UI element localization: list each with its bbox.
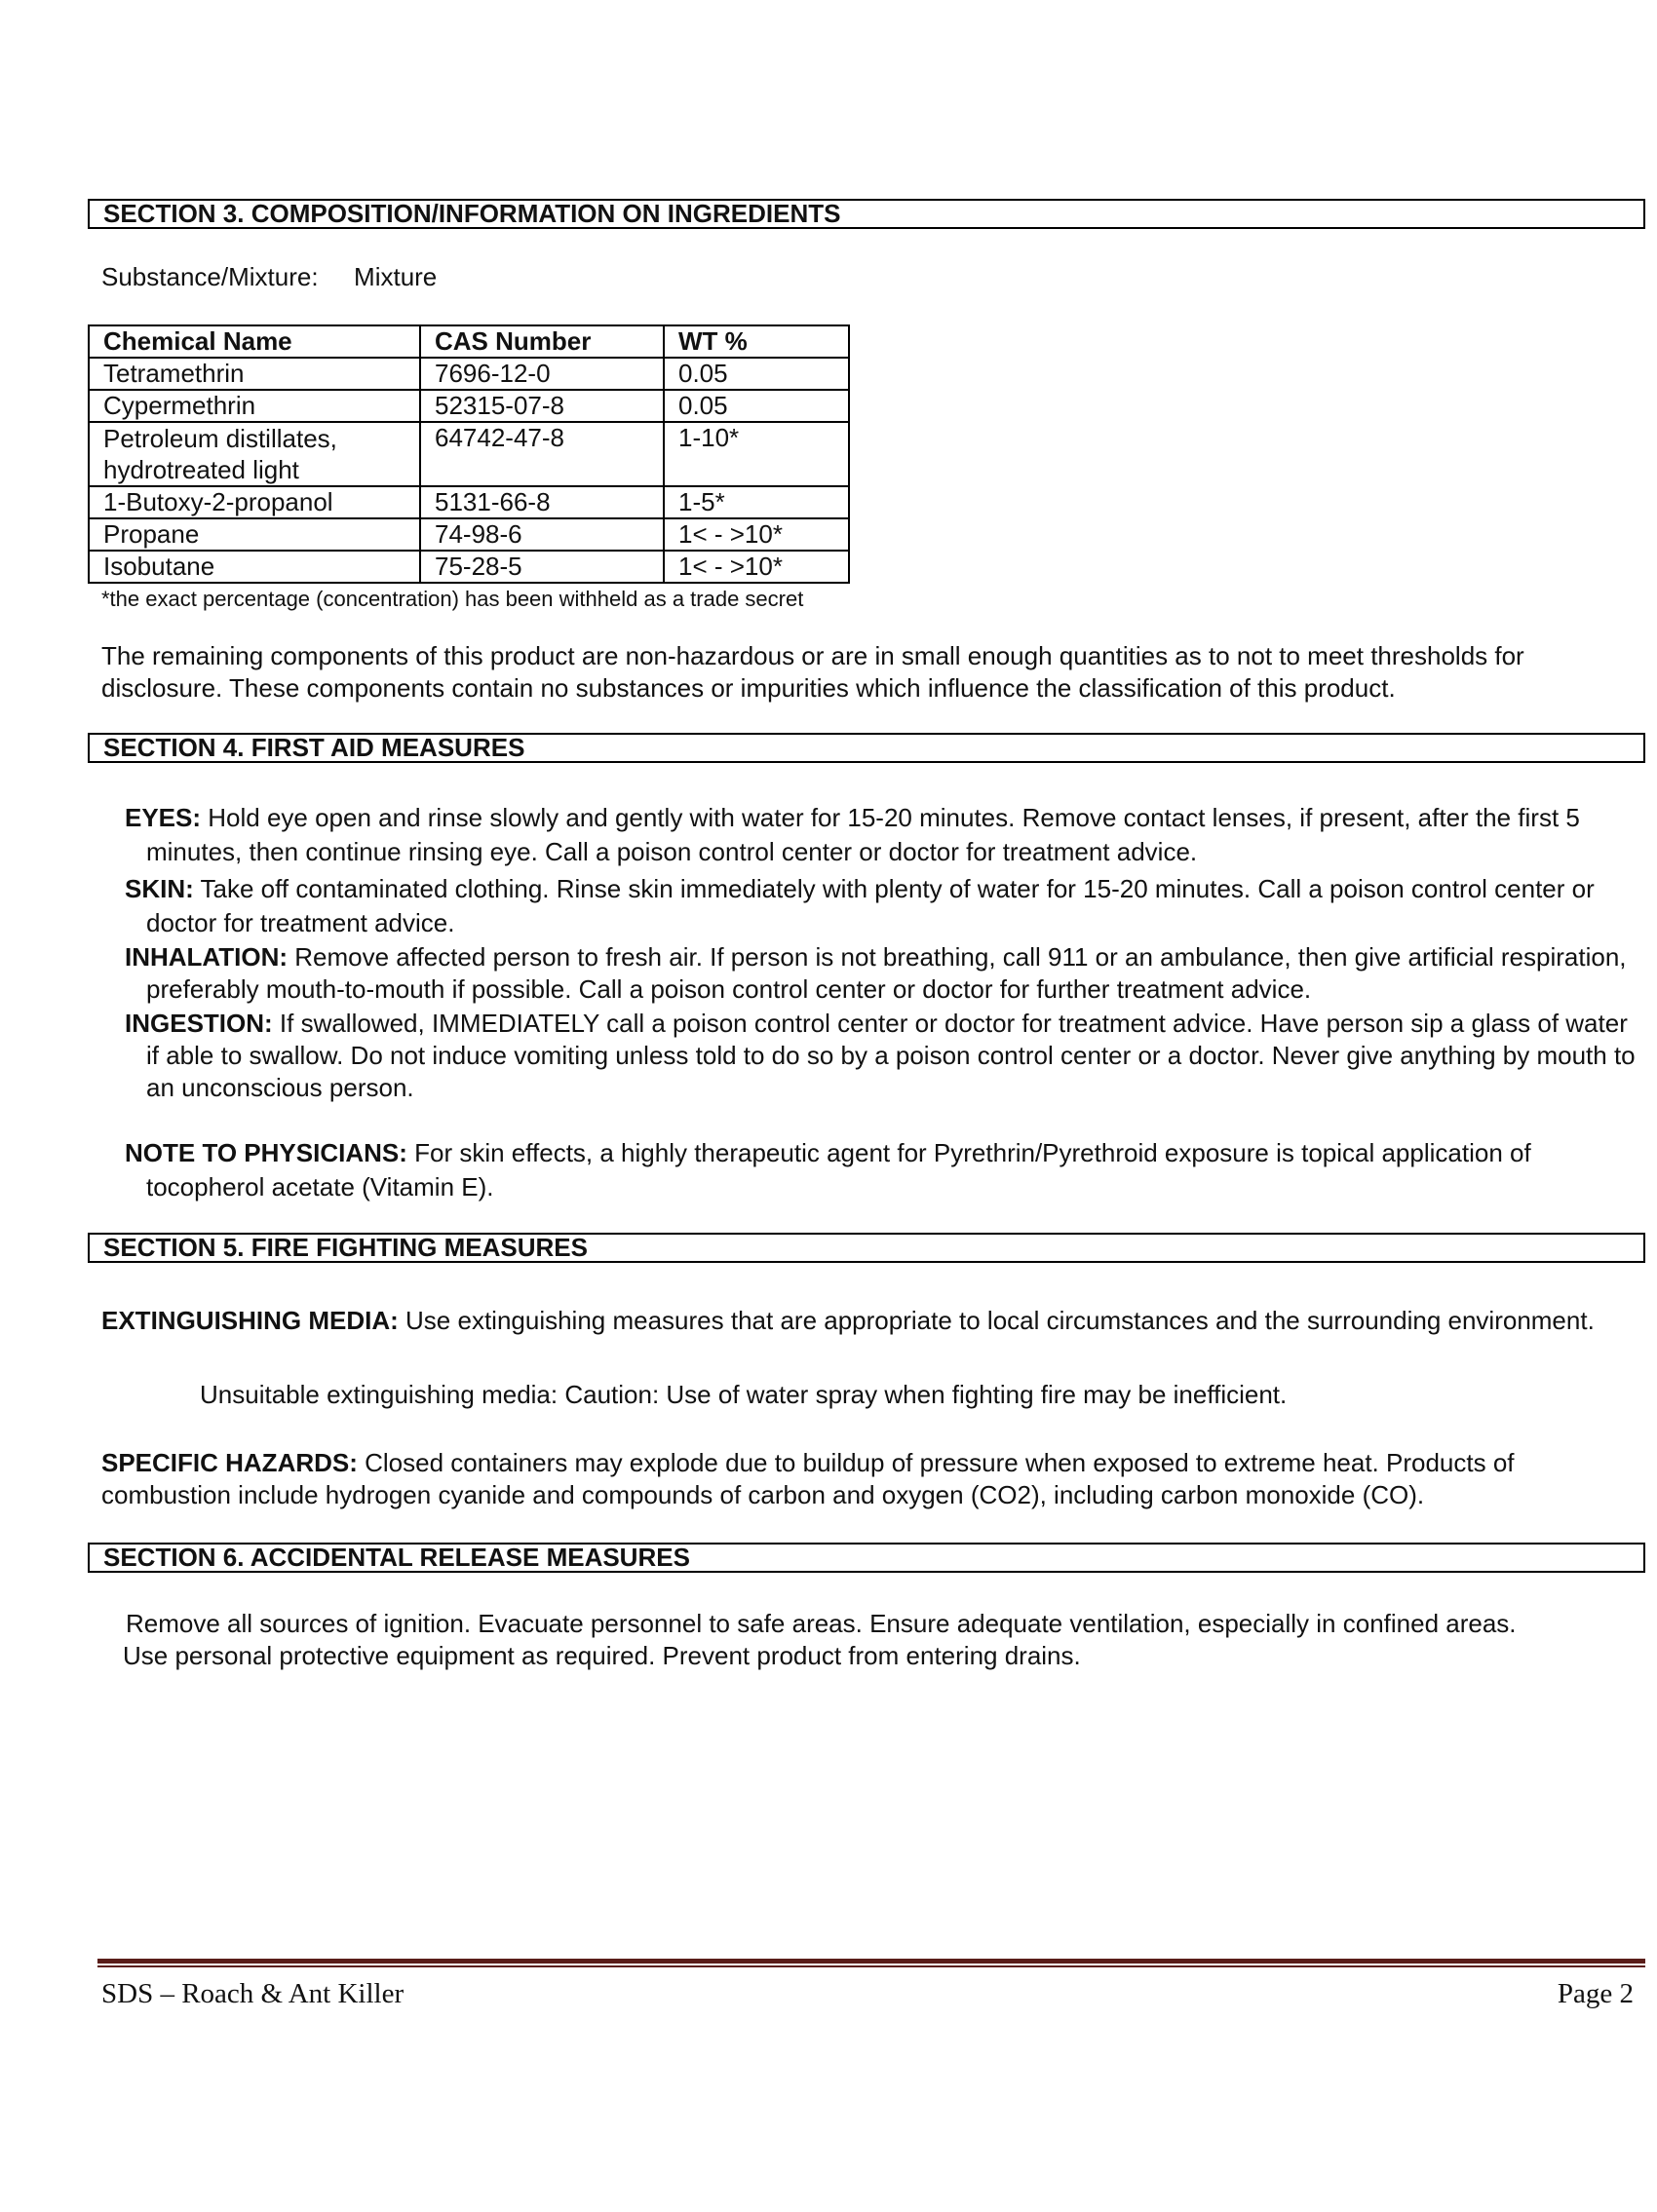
wt-cell: 1-5* [664,486,849,518]
first-aid-ingestion [125,1008,1647,1104]
specific-hazards-text: Closed containers may explode due to buildup of pressure when exposed to extreme heat. Products of combustion include hydrogen cyanide and compounds of carbon and oxygen (CO2), including carbon monoxide (CO). [101,1448,1515,1509]
inhalation-label: INHALATION: [125,942,289,972]
chemical-name-cell: Propane [89,518,420,551]
footer-rule-thin [97,1965,1645,1967]
remaining-components-text: The remaining components of this product are non-hazardous or are in small enough quantities as to not to meet thresholds for disclosure. These components contain no substances or impurities which influence the classification of this product. [101,641,1524,703]
accidental-release-text: Remove all sources of ignition. Evacuate personnel to safe areas. Ensure adequate ventilation, especially in confined areas. Use personal protective equipment as required. Prevent product from entering drains. [123,1609,1517,1670]
extinguishing-media-text: Use extinguishing measures that are appropriate to local circumstances and the surrounding environment. [398,1306,1595,1335]
chemical-name-cell: 1-Butoxy-2-propanol [89,486,420,518]
table-header-row [89,325,849,358]
table-row [89,518,849,551]
wt-cell: 1< - >10* [664,551,849,583]
unsuitable-media: Unsuitable extinguishing media: Caution: Use of water spray when fighting fire may be inefficient. [200,1380,1288,1409]
cas-number-cell: 7696-12-0 [420,358,664,390]
substance-line [101,261,437,293]
table-row [89,390,849,422]
ingestion-text: If swallowed, IMMEDIATELY call a poison control center or doctor for treatment advice. Have person sip a glass of water if able to swallow. Do not induce vomiting unless told to do so by a poison control center or a doctor. Never give anything by mouth to an unconscious person. [146,1009,1636,1102]
chemical-name-cell: Tetramethrin [89,358,420,390]
inhalation-text: Remove affected person to fresh air. If person is not breathing, call 911 or an ambulance, then give artificial respiration, preferably mouth-to-mouth if possible. Call a poison control center or doctor for further treatment advice. [146,942,1627,1004]
specific-hazards-label: SPECIFIC HAZARDS: [101,1448,358,1477]
extinguishing-media [101,1302,1638,1339]
skin-label: SKIN: [125,874,194,903]
table-row [89,551,849,583]
cas-number-cell: 64742-47-8 [420,422,664,486]
chemical-name-cell: Cypermethrin [89,390,420,422]
trade-secret-footnote: *the exact percentage (concentration) has been withheld as a trade secret [101,587,804,611]
section-6-header: SECTION 6. ACCIDENTAL RELEASE MEASURES [88,1543,1645,1573]
section-3-header: SECTION 3. COMPOSITION/INFORMATION ON INGREDIENTS [88,199,1645,229]
first-aid-inhalation [125,941,1647,1006]
cas-number-cell: 52315-07-8 [420,390,664,422]
column-header-chemical-name: Chemical Name [89,325,420,358]
first-aid-skin [125,872,1647,940]
ingestion-label: INGESTION: [125,1009,273,1038]
footer-doc-title: SDS – Roach & Ant Killer [101,1978,405,2009]
eyes-label: EYES: [125,803,202,832]
note-to-physicians [125,1136,1647,1204]
table-row [89,486,849,518]
skin-text: Take off contaminated clothing. Rinse skin immediately with plenty of water for 15-20 minutes. Call a poison control center or doctor for treatment advice. [146,874,1595,937]
extinguishing-media-label: EXTINGUISHING MEDIA: [101,1306,399,1335]
column-header-cas-number: CAS Number [420,325,664,358]
specific-hazards [101,1447,1638,1511]
ingredients-table [88,324,850,584]
eyes-text: Hold eye open and rinse slowly and gently with water for 15-20 minutes. Remove contact lenses, if present, after the first 5 minutes, then continue rinsing eye. Call a poison control center or doctor for treatment advice. [146,803,1580,866]
substance-value: Mixture [354,262,438,291]
cas-number-cell: 75-28-5 [420,551,664,583]
cas-number-cell: 74-98-6 [420,518,664,551]
wt-cell: 0.05 [664,390,849,422]
section-4-header: SECTION 4. FIRST AID MEASURES [88,733,1645,763]
chemical-name-cell: Petroleum distillates, hydrotreated light [89,422,420,486]
note-text: For skin effects, a highly therapeutic agent for Pyrethrin/Pyrethroid exposure is topical application of tocopherol acetate (Vitamin E). [146,1138,1531,1201]
footer-rule [97,1959,1645,1964]
wt-cell: 1-10* [664,422,849,486]
table-row [89,358,849,390]
column-header-wt: WT % [664,325,849,358]
first-aid-eyes [125,801,1647,869]
wt-cell: 0.05 [664,358,849,390]
note-label: NOTE TO PHYSICIANS: [125,1138,407,1167]
table-row [89,422,849,486]
wt-cell: 1< - >10* [664,518,849,551]
cas-number-cell: 5131-66-8 [420,486,664,518]
chemical-name-cell: Isobutane [89,551,420,583]
substance-label: Substance/Mixture: [101,262,319,291]
footer-page-number: Page 2 [1557,1978,1634,2009]
section-5-header: SECTION 5. FIRE FIGHTING MEASURES [88,1233,1645,1263]
